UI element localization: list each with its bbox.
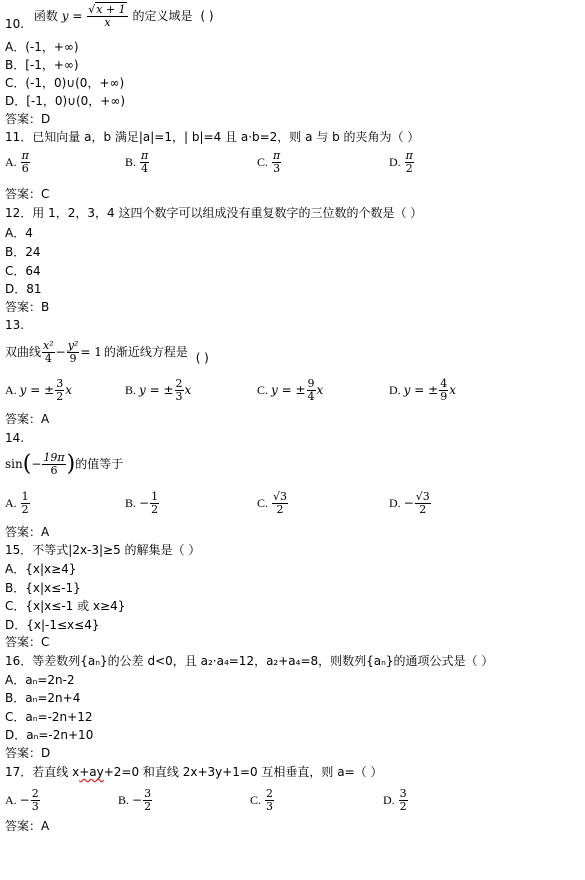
q11-answer: 答案：C [5, 187, 50, 201]
q16-option-d[interactable]: D．aₙ=-2n+10 [5, 728, 94, 742]
q13-option-a[interactable]: A. y = ± $\frac{3}{2}$ x [5, 377, 72, 403]
q10-stem-post: 的定义域是 [132, 9, 193, 23]
q14-option-d[interactable]: D. − $\frac{√3}{2}$ [389, 490, 430, 516]
q11-option-a[interactable]: A. $\frac{\pi}{6}$ [5, 149, 29, 175]
q13-answer: 答案：A [5, 412, 50, 426]
q12-stem: 12．用 1，2，3，4 这四个数字可以组成没有重复数字的三位数的个数是（ ） [5, 206, 423, 220]
q10-option-d[interactable]: D．[-1，0)∪(0，+∞) [5, 94, 126, 108]
q16-option-a[interactable]: A．aₙ=2n-2 [5, 673, 75, 687]
q17-option-a[interactable]: A. − $\frac{2}{3}$ [5, 787, 39, 813]
q10-option-a[interactable]: A．(-1，+∞) [5, 40, 79, 54]
q16-answer: 答案：D [5, 746, 51, 760]
q11-option-b[interactable]: B. $\frac{\pi}{4}$ [125, 149, 149, 175]
q14-number: 14. [5, 431, 25, 445]
q11-option-d[interactable]: D. $\frac{\pi}{2}$ [389, 149, 413, 175]
q12-option-c[interactable]: C．64 [5, 264, 41, 278]
q10-option-b[interactable]: B．[-1，+∞) [5, 58, 79, 72]
q10-answer: 答案：D [5, 112, 51, 126]
q10-stem-pre: 函数 [33, 9, 58, 23]
q13-stem: 双曲线 $\frac{\text{x²}}{4}$ − $\frac{\text{y²}}{9}$ = 1 的渐近线方程是 ( ) [5, 339, 209, 365]
q12-option-d[interactable]: D．81 [5, 282, 42, 296]
q17-option-c[interactable]: C. $\frac{2}{3}$ [250, 787, 274, 813]
q10-fraction: $\frac{√x + 1}{x}$ [88, 3, 126, 29]
q15-option-c[interactable]: C．{x|x≤-1 或 x≥4} [5, 599, 126, 613]
q17-option-d[interactable]: D. $\frac{3}{2}$ [383, 787, 407, 813]
q15-option-a[interactable]: A．{x|x≥4} [5, 562, 77, 576]
q16-option-b[interactable]: B．aₙ=2n+4 [5, 691, 81, 705]
q12-option-b[interactable]: B．24 [5, 245, 41, 259]
q14-option-a[interactable]: A. $\frac{1}{2}$ [5, 490, 29, 516]
q10-number: 10. [5, 17, 25, 31]
q14-option-c[interactable]: C. $\frac{√3}{2}$ [257, 490, 288, 516]
q11-stem: 11．已知向量 a，b 满足|a|=1，| b|=4 且 a·b=2，则 a 与 b 的夹角为（ ） [5, 130, 420, 144]
q15-stem: 15．不等式|2x-3|≥5 的解集是（ ） [5, 543, 201, 557]
q15-option-d[interactable]: D．{x|-1≤x≤4} [5, 618, 100, 632]
q10-stem [5, 4, 214, 32]
q16-option-c[interactable]: C．aₙ=-2n+12 [5, 710, 93, 724]
q11-option-c[interactable]: C. $\frac{\pi}{3}$ [257, 149, 281, 175]
q16-stem: 16．等差数列{aₙ}的公差 d<0，且 a₂·a₄=12，a₂+a₄=8，则数列{aₙ}的通项公式是（ ） [5, 654, 494, 668]
q17-stem-wavy: +ay [79, 765, 104, 779]
q14-stem: sin(− $\frac{19\pi}{6}$ )的值等于 [5, 451, 124, 477]
q17-stem: 17．若直线 x+ay+2=0 和直线 2x+3y+1=0 互相垂直，则 a=（ ） [5, 765, 383, 779]
q10-radicand: x + 1 [96, 3, 126, 16]
q10-paren: ( ) [200, 9, 214, 23]
q15-answer: 答案：C [5, 635, 50, 649]
q17-option-b[interactable]: B. − $\frac{3}{2}$ [118, 787, 152, 813]
q10-frac-den: x [104, 16, 111, 29]
q13-option-d[interactable]: D. y = ± $\frac{4}{9}$ x [389, 377, 456, 403]
q12-answer: 答案：B [5, 300, 50, 314]
q10-func-lhs: y = [61, 9, 83, 23]
q12-option-a[interactable]: A．4 [5, 226, 33, 240]
q13-option-c[interactable]: C. y = ± $\frac{9}{4}$ x [257, 377, 324, 403]
q15-option-b[interactable]: B．{x|x≤-1} [5, 581, 81, 595]
q13-option-b[interactable]: B. y = ± $\frac{2}{3}$ x [125, 377, 192, 403]
q10-option-c[interactable]: C．(-1，0)∪(0，+∞) [5, 76, 125, 90]
q13-number: 13. [5, 318, 25, 332]
q17-answer: 答案：A [5, 819, 50, 833]
q14-answer: 答案：A [5, 525, 50, 539]
q14-option-b[interactable]: B. − $\frac{1}{2}$ [125, 490, 159, 516]
